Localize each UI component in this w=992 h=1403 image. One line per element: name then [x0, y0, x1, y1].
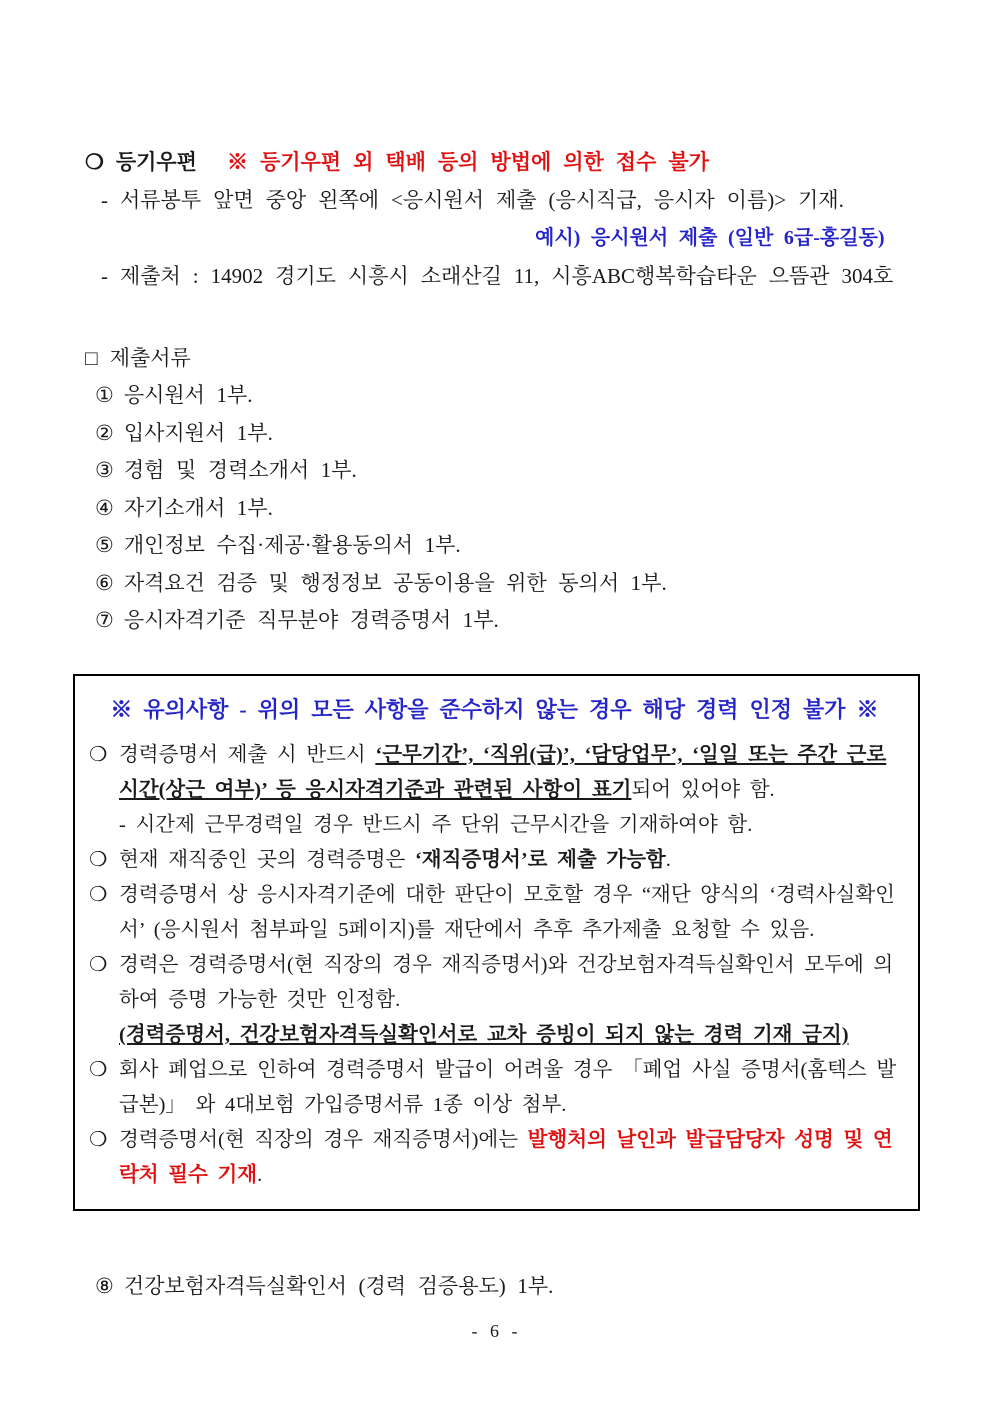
document-item-text: 건강보험자격득실확인서 (경력 검증용도) 1부. — [123, 1273, 554, 1298]
circled-number-8: ⑧ — [95, 1273, 114, 1298]
circled-number-6: ⑥ — [95, 570, 114, 595]
circle-bullet-icon: ❍ — [89, 743, 108, 766]
notice-subitem-parttime: - 시간제 근무경력일 경우 반드시 주 단위 근무시간을 기재하여야 함. — [119, 813, 753, 836]
circle-bullet-icon: ❍ — [85, 150, 104, 174]
documents-heading — [85, 339, 922, 377]
circle-bullet-icon: ❍ — [89, 1128, 108, 1151]
notice-box — [73, 674, 920, 1211]
notice-item-current-employment — [89, 843, 900, 878]
notice-item-ambiguous-judgement — [89, 878, 900, 948]
circled-number-4: ④ — [95, 495, 114, 520]
document-item-4 — [95, 490, 922, 528]
notice-item-issuer-seal — [89, 1123, 900, 1193]
documents-heading-label: 제출서류 — [109, 346, 191, 370]
document-item-1 — [95, 377, 922, 415]
square-bullet-icon: □ — [85, 346, 98, 370]
document-item-text: 경험 및 경력소개서 1부. — [123, 458, 357, 482]
circle-bullet-icon: ❍ — [89, 1058, 108, 1081]
document-item-text: 응시자격기준 직무분야 경력증명서 1부. — [123, 608, 499, 632]
circled-number-2: ② — [95, 420, 114, 445]
circled-number-5: ⑤ — [95, 533, 114, 557]
circle-bullet-icon: ❍ — [89, 953, 108, 976]
notice-text-bold: ‘재직증명서’로 제출 가능함 — [414, 848, 666, 871]
document-item-text: 입사지원서 1부. — [123, 420, 273, 445]
document-item-3 — [95, 452, 922, 490]
document-item-text: 응시원서 1부. — [123, 383, 253, 407]
document-item-text: 개인정보 수집·제공·활용동의서 1부. — [123, 533, 461, 557]
registered-mail-heading — [85, 143, 922, 181]
notice-item-text: 경력증명서 상 응시자격기준에 대한 판단이 모호할 경우 “재단 양식의 ‘경력사실확인서’ (응시원서 첨부파일 5페이지)를 재단에서 추후 추가제출 요청할 수 있음. — [119, 883, 895, 941]
document-item-6 — [95, 565, 922, 603]
notice-text-pre: 현재 재직중인 곳의 경력증명은 — [119, 848, 415, 871]
document-item-2 — [95, 415, 922, 453]
circled-number-1: ① — [95, 383, 114, 407]
notice-text-pre: 경력증명서 제출 시 반드시 — [119, 743, 376, 766]
notice-text-post: . — [665, 848, 671, 871]
notice-warning-line: (경력증명서, 건강보험자격득실확인서로 교차 증빙이 되지 않는 경력 기재 금지) — [119, 1023, 849, 1046]
notice-item-text — [119, 843, 900, 878]
document-item-5 — [95, 527, 922, 565]
envelope-note-line: - 서류봉투 앞면 중앙 왼쪽에 <응시원서 제출 (응시직급, 응시자 이름)> 기재. — [101, 188, 844, 212]
page-number: - 6 - — [471, 1320, 522, 1341]
notice-title: ※ 유의사항 - 위의 모든 사항을 준수하지 않는 경우 해당 경력 인정 불가 ※ — [110, 696, 879, 722]
document-item-text: 자격요건 검증 및 행정정보 공동이용을 위한 동의서 1부. — [123, 570, 667, 595]
notice-item-text: 회사 폐업으로 인하여 경력증명서 발급이 어려울 경우 「폐업 사실 증명서(홈텍스 발급본)」 와 4대보험 가입증명서류 1종 이상 첨부. — [119, 1058, 897, 1116]
circled-number-7: ⑦ — [95, 608, 114, 632]
notice-item-text — [119, 738, 900, 843]
document-item-7 — [95, 602, 922, 640]
circle-bullet-icon: ❍ — [89, 883, 108, 906]
notice-text-pre: 경력증명서(현 직장의 경우 재직증명서)에는 — [119, 1128, 528, 1151]
registered-mail-warning: ※ 등기우편 외 택배 등의 방법에 의한 접수 불가 — [226, 150, 709, 174]
registered-mail-label: 등기우편 — [115, 150, 197, 174]
notice-text-post: . — [257, 1163, 263, 1186]
notice-item-cross-verification — [89, 948, 900, 1053]
notice-item-company-closure — [89, 1053, 900, 1123]
notice-text-emphasis: ‘근무기간’, ‘직위(급)’, ‘담당업무’, ‘일일 또는 주간 근로시간(상근 여부)’ 등 응시자격기준과 관련된 사항이 표기 — [119, 743, 887, 801]
document-item-text: 자기소개서 1부. — [123, 495, 273, 520]
example-line: 예시) 응시원서 제출 (일반 6급-홍길동) — [535, 227, 885, 249]
document-item-8 — [95, 1267, 922, 1305]
circled-number-3: ③ — [95, 458, 114, 482]
notice-item-proof-contents — [89, 738, 900, 843]
notice-text-main: 경력은 경력증명서(현 직장의 경우 재직증명서)와 건강보험자격득실확인서 모두에 의하여 증명 가능한 것만 인정함. — [119, 953, 894, 1011]
notice-text-red: 발행처의 날인과 발급담당자 성명 및 연락처 필수 기재 — [119, 1128, 893, 1186]
notice-text-post: 되어 있어야 함. — [631, 778, 775, 801]
circle-bullet-icon: ❍ — [89, 848, 108, 871]
notice-item-text — [119, 948, 900, 1053]
documents-section — [85, 339, 922, 640]
address-line: - 제출처 : 14902 경기도 시흥시 소래산길 11, 시흥ABC행복학습타운 으뜸관 304호 — [101, 264, 894, 288]
notice-item-text — [119, 1123, 900, 1193]
